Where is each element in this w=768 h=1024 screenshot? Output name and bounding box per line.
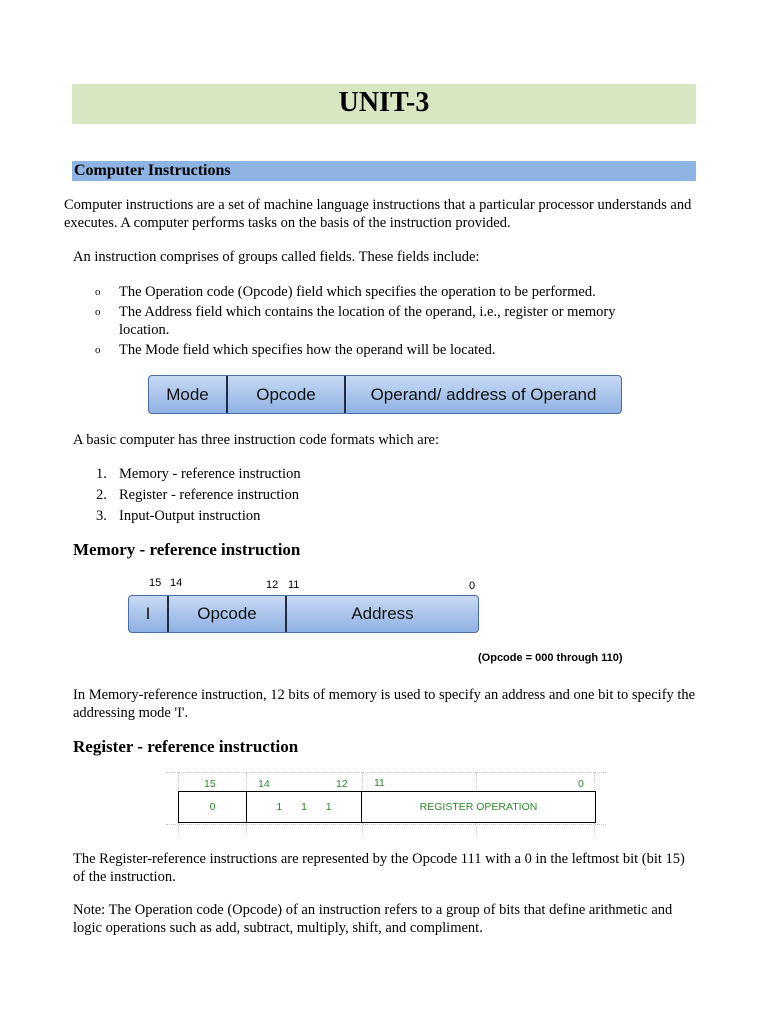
memory-paragraph-block — [73, 686, 698, 722]
fields-list — [73, 283, 663, 359]
memory-reference-heading: Memory - reference instruction — [73, 540, 301, 559]
i-bit-cell: I — [129, 596, 169, 632]
bit-one: 1 — [325, 801, 332, 813]
opcode-cell: Opcode — [169, 596, 287, 632]
bit-label: 14 — [258, 778, 270, 790]
bit-label: 0 — [469, 580, 476, 592]
item-number: 3. — [96, 508, 107, 524]
grid-line — [166, 824, 606, 825]
mode-cell: Mode — [149, 376, 228, 413]
bullet-marker: o — [95, 306, 101, 318]
fields-intro: An instruction comprises of groups called fields. These fields include: — [73, 249, 480, 265]
bit-0-cell: 0 — [179, 792, 247, 822]
intro-paragraph: Computer instructions are a set of machine language instructions that a particular processor understands and executes. A computer performs tasks on the basis of the instruction provided. — [64, 197, 692, 231]
opcode-cell: Opcode — [228, 376, 346, 413]
register-paragraph-block — [73, 850, 698, 886]
bit-label: 11 — [374, 777, 385, 789]
bit-label: 12 — [266, 579, 279, 591]
bit-label: 14 — [170, 577, 183, 589]
list-item — [73, 283, 663, 301]
grid-line — [166, 772, 606, 773]
item-number: 2. — [96, 487, 107, 503]
register-row — [178, 791, 596, 823]
bit-label: 15 — [149, 577, 162, 589]
formats-intro-block — [73, 431, 693, 449]
bullet-marker: o — [95, 344, 101, 356]
bit-label: 12 — [336, 778, 348, 790]
instruction-format-diagram — [148, 375, 622, 414]
fields-list-block — [73, 283, 663, 361]
bit-one: 1 — [301, 801, 307, 813]
formats-list — [73, 465, 673, 525]
opcode-range-note: (Opcode = 000 through 110) — [478, 652, 623, 664]
opcode-ones-cell — [247, 792, 362, 822]
memory-format-diagram — [128, 595, 479, 633]
bullet-marker: o — [95, 286, 101, 298]
format-label: Register - reference instruction — [119, 487, 299, 503]
formats-intro: A basic computer has three instruction code formats which are: — [73, 432, 440, 448]
address-cell: Address — [351, 604, 414, 623]
unit-banner — [72, 84, 696, 124]
field-text: The Operation code (Opcode) field which specifies the operation to be performed. — [119, 284, 596, 300]
register-paragraph: The Register-reference instructions are represented by the Opcode 111 with a 0 in the leftmost bit (bit 15) of the instruction. — [73, 851, 685, 885]
memory-paragraph: In Memory-reference instruction, 12 bits of memory is used to specify an address and one bit to specify the addressing mode 'I'. — [73, 687, 696, 721]
section-title: Computer Instructions — [74, 162, 231, 179]
list-item — [73, 507, 673, 525]
format-label: Input-Output instruction — [119, 508, 261, 524]
list-item — [73, 486, 673, 504]
bit-label: 11 — [288, 579, 300, 591]
formats-list-block — [73, 465, 673, 528]
list-item — [73, 303, 663, 339]
list-item — [73, 341, 663, 359]
fields-intro-block — [73, 248, 693, 266]
register-format-diagram — [166, 772, 606, 836]
list-item — [73, 465, 673, 483]
field-text: The Address field which contains the location of the operand, i.e., register or memory location. — [119, 304, 616, 338]
register-operation-cell: REGISTER OPERATION — [419, 801, 538, 813]
intro-block — [64, 196, 704, 232]
format-label: Memory - reference instruction — [119, 466, 301, 482]
register-reference-heading: Register - reference instruction — [73, 737, 299, 756]
bit-one: 1 — [276, 801, 283, 813]
bit-label: 15 — [204, 778, 216, 790]
unit-title: UNIT-3 — [338, 87, 430, 118]
item-number: 1. — [96, 466, 107, 482]
section-header-bar — [72, 161, 696, 181]
bit-label: 0 — [578, 778, 584, 790]
note-paragraph-block — [73, 901, 698, 937]
field-text: The Mode field which specifies how the operand will be located. — [119, 342, 496, 358]
note-paragraph: Note: The Operation code (Opcode) of an instruction refers to a group of bits that define arithmetic and logic operations such as add, subtract, multiply, shift, and compliment. — [73, 902, 673, 936]
operand-cell: Operand/ address of Operand — [370, 384, 597, 404]
